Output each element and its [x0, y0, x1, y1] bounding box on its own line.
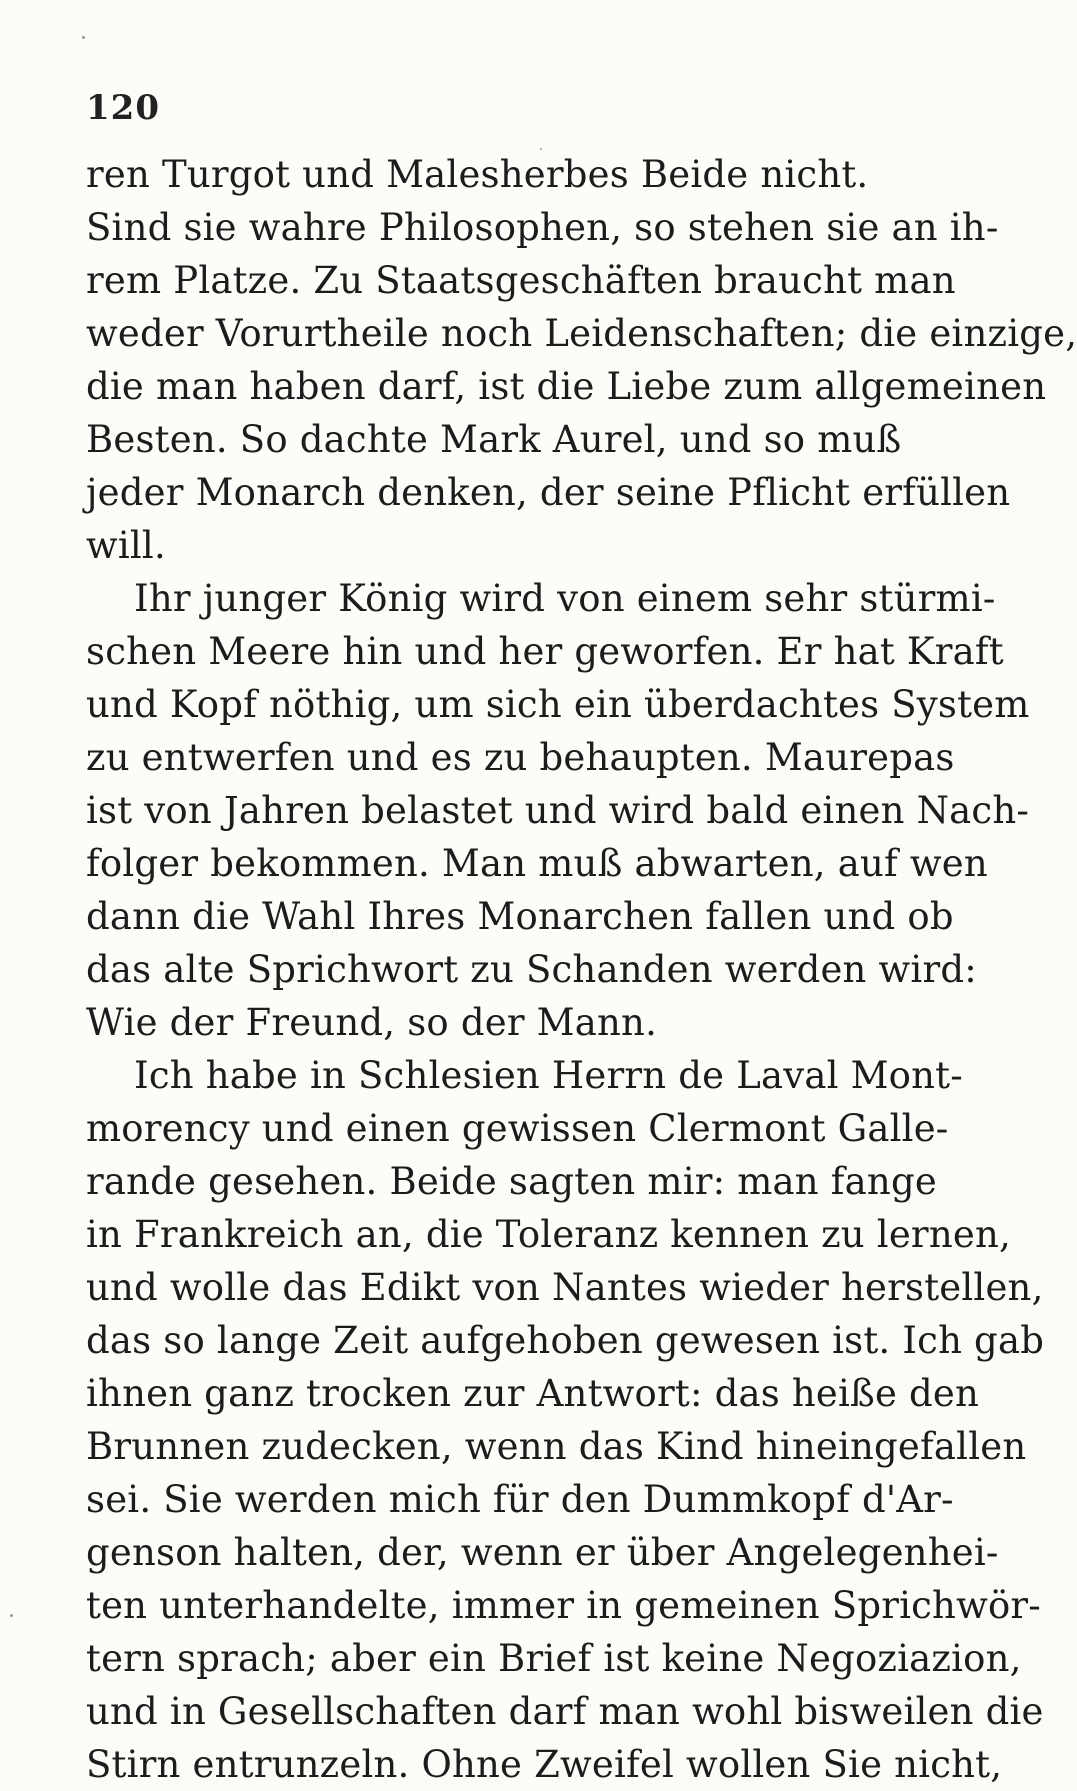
paper-speck	[10, 1614, 13, 1617]
text-line: Ihr junger König wird von einem sehr stürmi-	[134, 577, 996, 620]
page-number: 120	[86, 88, 160, 128]
paper-speck	[540, 148, 542, 150]
text-line: Brunnen zudecken, wenn das Kind hineingefallen	[86, 1425, 1027, 1468]
text-line: und wolle das Edikt von Nantes wieder herstellen,	[86, 1266, 1044, 1309]
text-line: in Frankreich an, die Toleranz kennen zu lernen,	[86, 1213, 1011, 1256]
text-line: morency und einen gewissen Clermont Galle-	[86, 1107, 949, 1150]
text-line: weder Vorurtheile noch Leidenschaften; die einzige,	[86, 312, 1077, 355]
text-line: genson halten, der, wenn er über Angelegenhei-	[86, 1531, 999, 1574]
text-line: Stirn entrunzeln. Ohne Zweifel wollen Sie nicht,	[86, 1743, 1003, 1786]
text-line: ist von Jahren belastet und wird bald einen Nach-	[86, 789, 1030, 832]
text-line: rem Platze. Zu Staatsgeschäften braucht man	[86, 259, 956, 302]
text-line: das alte Sprichwort zu Schanden werden wird:	[86, 948, 977, 991]
text-line: die man haben darf, ist die Liebe zum allgemeinen	[86, 365, 1047, 408]
text-line: Ich habe in Schlesien Herrn de Laval Mont-	[134, 1054, 963, 1097]
text-line: und Kopf nöthig, um sich ein überdachtes System	[86, 683, 1030, 726]
text-line: das so lange Zeit aufgehoben gewesen ist. Ich gab	[86, 1319, 1045, 1362]
paper-speck	[82, 36, 85, 39]
text-line: zu entwerfen und es zu behaupten. Maurepas	[86, 736, 955, 779]
text-line: ten unterhandelte, immer in gemeinen Sprichwör-	[86, 1584, 1042, 1627]
text-line: ren Turgot und Malesherbes Beide nicht.	[86, 153, 869, 196]
text-line: will.	[86, 524, 166, 567]
text-line: und in Gesellschaften darf man wohl bisweilen die	[86, 1690, 1044, 1733]
text-line: sei. Sie werden mich für den Dummkopf d'Ar-	[86, 1478, 954, 1521]
text-line: rande gesehen. Beide sagten mir: man fange	[86, 1160, 937, 1203]
text-line: Wie der Freund, so der Mann.	[86, 1001, 658, 1044]
text-line: schen Meere hin und her geworfen. Er hat Kraft	[86, 630, 1004, 673]
text-line: Sind sie wahre Philosophen, so stehen sie an ih-	[86, 206, 999, 249]
text-line: jeder Monarch denken, der seine Pflicht erfüllen	[86, 471, 1011, 514]
text-line: tern sprach; aber ein Brief ist keine Negoziazion,	[86, 1637, 1022, 1680]
text-line: dann die Wahl Ihres Monarchen fallen und ob	[86, 895, 954, 938]
page-body-text	[86, 148, 1077, 1791]
text-line: ihnen ganz trocken zur Antwort: das heiße den	[86, 1372, 980, 1415]
text-line: Besten. So dachte Mark Aurel, und so muß	[86, 418, 902, 461]
text-line: folger bekommen. Man muß abwarten, auf wen	[86, 842, 988, 885]
